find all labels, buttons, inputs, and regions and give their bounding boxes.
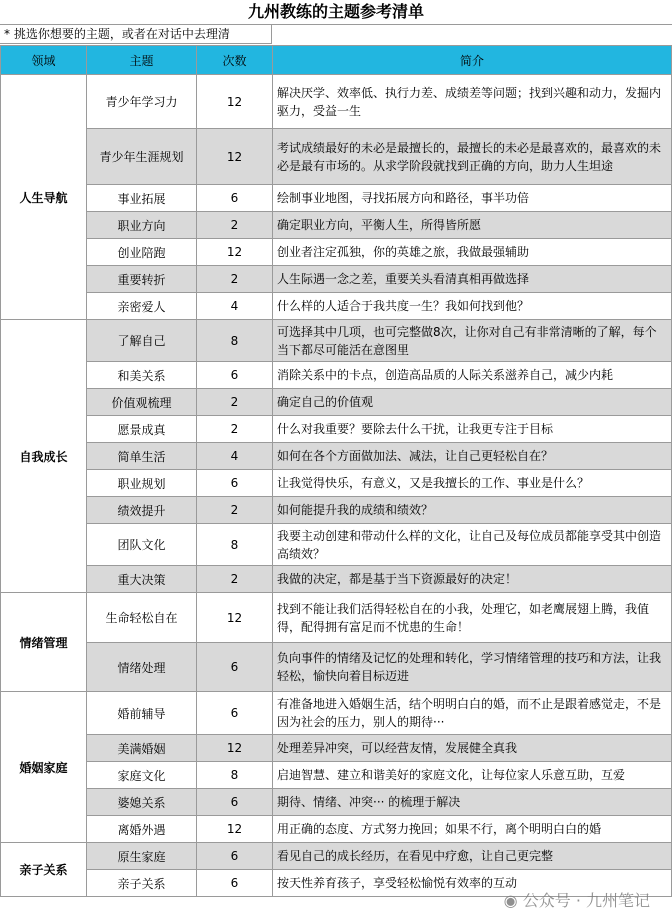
table-row [1,266,672,293]
table-row [1,185,672,212]
topic-cell: 事业拓展 [87,185,197,212]
count-cell: 12 [197,593,273,643]
topic-cell: 婚前辅导 [87,692,197,735]
desc-cell: 人生际遇一念之差，重要关头看清真相再做选择 [273,266,672,293]
count-cell: 6 [197,362,273,389]
topic-cell: 离婚外遇 [87,816,197,843]
table-row [1,593,672,643]
count-cell: 6 [197,470,273,497]
watermark-text: 公众号 · 九州笔记 [522,891,650,910]
desc-cell: 如何在各个方面做加法、减法，让自己更轻松自在？ [273,443,672,470]
table-row [1,789,672,816]
desc-cell: 可选择其中几项，也可完整做8次，让你对自己有非常清晰的了解，每个当下都尽可能活在意图里 [273,320,672,362]
count-cell: 8 [197,524,273,566]
topic-cell: 和美关系 [87,362,197,389]
page-title: 九州教练的主题参考清单 [0,0,672,25]
topic-cell: 美满婚姻 [87,735,197,762]
desc-cell: 如何能提升我的成绩和绩效？ [273,497,672,524]
domain-cell: 人生导航 [1,75,87,320]
count-cell: 12 [197,75,273,129]
table-row [1,566,672,593]
topic-cell: 绩效提升 [87,497,197,524]
desc-cell: 创业者注定孤独，你的英雄之旅，我做最强辅助 [273,239,672,266]
count-cell: 4 [197,293,273,320]
count-cell: 12 [197,816,273,843]
topic-cell: 价值观梳理 [87,389,197,416]
table-row [1,212,672,239]
header-count: 次数 [197,46,273,75]
domain-cell: 自我成长 [1,320,87,593]
topic-cell: 亲密爱人 [87,293,197,320]
table-row [1,75,672,129]
topic-cell: 职业方向 [87,212,197,239]
count-cell: 2 [197,566,273,593]
desc-cell: 消除关系中的卡点，创造高品质的人际关系滋养自己，减少内耗 [273,362,672,389]
watermark [504,888,650,911]
count-cell: 8 [197,320,273,362]
count-cell: 6 [197,185,273,212]
desc-cell: 按天性养育孩子，享受轻松愉悦有效率的互动 [273,870,672,897]
wechat-icon: ◉ [503,891,518,910]
topic-cell: 创业陪跑 [87,239,197,266]
topic-cell: 愿景成真 [87,416,197,443]
count-cell: 12 [197,129,273,185]
count-cell: 12 [197,239,273,266]
desc-cell: 解决厌学、效率低、执行力差、成绩差等问题；找到兴趣和动力，发掘内驱力，受益一生 [273,75,672,129]
topic-cell: 原生家庭 [87,843,197,870]
table-row [1,524,672,566]
count-cell: 2 [197,497,273,524]
count-cell: 12 [197,735,273,762]
table-row [1,443,672,470]
count-cell: 2 [197,266,273,293]
topic-cell: 家庭文化 [87,762,197,789]
count-cell: 6 [197,843,273,870]
count-cell: 2 [197,212,273,239]
topic-cell: 亲子关系 [87,870,197,897]
topic-cell: 青少年生涯规划 [87,129,197,185]
topic-cell: 简单生活 [87,443,197,470]
count-cell: 6 [197,870,273,897]
table-row [1,762,672,789]
count-cell: 6 [197,789,273,816]
count-cell: 6 [197,692,273,735]
count-cell: 2 [197,416,273,443]
table-row [1,692,672,735]
header-topic: 主题 [87,46,197,75]
desc-cell: 处理差异冲突，可以经营友情，发展健全真我 [273,735,672,762]
header-desc: 简介 [273,46,672,75]
desc-cell: 确定自己的价值观 [273,389,672,416]
topic-cell: 团队文化 [87,524,197,566]
table-row [1,239,672,266]
topic-cell: 情绪处理 [87,643,197,692]
desc-cell: 有准备地进入婚姻生活，结个明明白白的婚，而不止是跟着感觉走，不是因为社会的压力，别人的期待··· [273,692,672,735]
table-row [1,362,672,389]
count-cell: 4 [197,443,273,470]
desc-cell: 负向事件的情绪及记忆的处理和转化，学习情绪管理的技巧和方法，让我轻松，愉快向着目标迈进 [273,643,672,692]
desc-cell: 什么对我重要？要除去什么干扰，让我更专注于目标 [273,416,672,443]
selection-note: * 挑选你想要的主题，或者在对话中去理清 [0,24,272,44]
desc-cell: 让我觉得快乐，有意义，又是我擅长的工作、事业是什么？ [273,470,672,497]
table-row [1,497,672,524]
desc-cell: 用正确的态度、方式努力挽回；如果不行，离个明明白白的婚 [273,816,672,843]
desc-cell: 我要主动创建和带动什么样的文化，让自己及每位成员都能享受其中创造高绩效？ [273,524,672,566]
topic-cell: 婆媳关系 [87,789,197,816]
header-domain: 领域 [1,46,87,75]
table-row [1,293,672,320]
count-cell: 6 [197,643,273,692]
topic-cell: 职业规划 [87,470,197,497]
table-row [1,129,672,185]
desc-cell: 绘制事业地图，寻找拓展方向和路径，事半功倍 [273,185,672,212]
table-row [1,320,672,362]
table-row [1,416,672,443]
domain-cell: 婚姻家庭 [1,692,87,843]
desc-cell: 启迪智慧、建立和谐美好的家庭文化，让每位家人乐意互助，互爱 [273,762,672,789]
table-row [1,389,672,416]
table-row [1,470,672,497]
topic-cell: 重要转折 [87,266,197,293]
topic-cell: 生命轻松自在 [87,593,197,643]
count-cell: 8 [197,762,273,789]
desc-cell: 确定职业方向，平衡人生，所得皆所愿 [273,212,672,239]
desc-cell: 看见自己的成长经历，在看见中疗愈，让自己更完整 [273,843,672,870]
domain-cell: 亲子关系 [1,843,87,897]
topic-cell: 重大决策 [87,566,197,593]
topic-cell: 了解自己 [87,320,197,362]
desc-cell: 什么样的人适合于我共度一生？我如何找到他？ [273,293,672,320]
desc-cell: 找到不能让我们活得轻松自在的小我，处理它，如老鹰展翅上腾，我值得，配得拥有富足而不忧患的生命！ [273,593,672,643]
count-cell: 2 [197,389,273,416]
table-row [1,735,672,762]
topic-cell: 青少年学习力 [87,75,197,129]
desc-cell: 期待、情绪、冲突··· 的梳理于解决 [273,789,672,816]
topic-table [0,45,672,897]
domain-cell: 情绪管理 [1,593,87,692]
table-row [1,816,672,843]
desc-cell: 考试成绩最好的未必是最擅长的，最擅长的未必是最喜欢的，最喜欢的未必是最有市场的。从求学阶段就找到正确的方向，助力人生坦途 [273,129,672,185]
table-header-row [1,46,672,75]
desc-cell: 我做的决定，都是基于当下资源最好的决定！ [273,566,672,593]
table-row [1,843,672,870]
table-row [1,643,672,692]
